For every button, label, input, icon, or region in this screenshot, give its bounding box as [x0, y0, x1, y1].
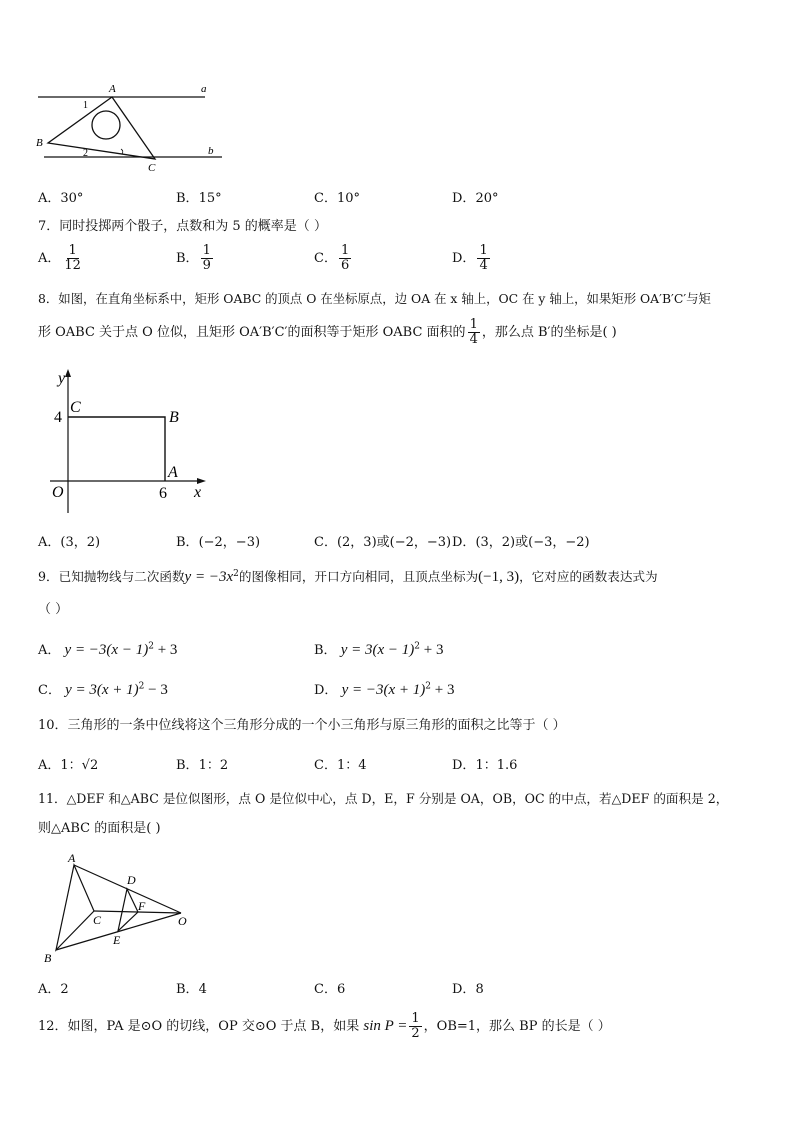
fig1-label-b: b [208, 145, 214, 157]
q9-option-b: B． $y = 3(x - 1)^2 + 3$ [314, 641, 444, 658]
q11-option-c: C．6 [314, 982, 346, 997]
q8-option-b: B．(−2，−3) [176, 535, 261, 550]
q8-fig-y: y [58, 370, 66, 387]
q11-fig-B: B [44, 951, 52, 965]
q11-fig-O: O [178, 914, 187, 928]
q8-fig-tick4: 4 [54, 409, 62, 426]
q7-option-d: D． $\frac{1}{4}$ [452, 243, 488, 273]
q9-paren: （ ） [38, 602, 69, 617]
q10-option-c: C．1：4 [314, 758, 367, 773]
q12-stem: 12．如图，PA 是⊙O 的切线，OP 交⊙O 于点 B，如果 sin P = $\frac{1}{2}$ ，OB=1，那么 BP 的长是（ ） [38, 1011, 611, 1041]
q9-option-c: C． $y = 3(x + 1)^2 - 3$ [38, 681, 168, 698]
q6-option-c: C．10° [314, 191, 360, 206]
q8-fig-O: O [52, 484, 64, 501]
q10-stem: 10．三角形的一条中位线将这个三角形分成的一个小三角形与原三角形的面积之比等于（ ） [38, 718, 566, 733]
q11-fig-D: D [127, 873, 136, 887]
q8-fig-tick6: 6 [159, 485, 167, 502]
q11-figure [36, 845, 206, 970]
q9-option-a: A． $y = -3(x - 1)^2 + 3$ [38, 641, 178, 658]
fig1-label-C: C [148, 162, 156, 174]
q9-stem: 9．已知抛物线与二次函数$y = -3x^2$的图像相同，开口方向相同，且顶点坐标为(−1, 3)，它对应的函数表达式为 [38, 569, 658, 586]
q8-fig-A: A [168, 464, 178, 481]
q10-option-b: B．1：2 [176, 758, 229, 773]
q11-stem-line2: 则△ABC 的面积是( ) [38, 821, 161, 836]
q11-option-d: D．8 [452, 982, 484, 997]
q11-fig-E: E [113, 933, 121, 947]
fig1-label-a: a [201, 83, 207, 95]
q10-option-d: D．1：1.6 [452, 758, 518, 773]
q6-option-a: A．30° [38, 191, 84, 206]
q7-option-a: A． $\frac{1}{12}$ [38, 243, 81, 273]
q8-stem-line2: 形 OABC 关于点 O 位似，且矩形 OA′B′C′的面积等于矩形 OABC 面积的 $\frac{1}{4}$ ，那么点 B′的坐标是( ) [38, 317, 617, 347]
q8-fig-C: C [70, 399, 81, 416]
q6-option-d: D．20° [452, 191, 499, 206]
q6-option-b: B．15° [176, 191, 222, 206]
q11-stem-line1: 11．△DEF 和△ABC 是位似图形，点 O 是位似中心，点 D，E，F 分别是 OA，OB，OC 的中点，若△DEF 的面积是 2， [38, 791, 729, 806]
q10-option-a: A．1：√2 [38, 758, 99, 773]
q7-stem: 7．同时投掷两个骰子，点数和为 5 的概率是（ ） [38, 219, 327, 234]
q11-fig-C: C [93, 913, 102, 927]
fig1-label-B: B [36, 137, 43, 149]
q11-fig-A: A [68, 851, 76, 865]
q7-option-b: B． $\frac{1}{9}$ [176, 243, 211, 273]
fig1-label-A: A [109, 83, 116, 95]
q8-option-d: D．(3，2)或(−3，−2) [452, 535, 590, 550]
q8-fig-B: B [169, 409, 179, 426]
q11-option-b: B．4 [176, 982, 207, 997]
fig1-label-2: 2 [83, 148, 88, 159]
q8-fig-x: x [194, 484, 202, 501]
q8-stem-line1: 8．如图，在直角坐标系中，矩形 OABC 的顶点 O 在坐标原点，边 OA 在 x 轴上，OC 在 y 轴上，如果矩形 OA′B′C′与矩 [38, 291, 711, 306]
q7-option-c: C． $\frac{1}{6}$ [314, 243, 350, 273]
q8-option-a: A．(3，2) [38, 535, 101, 550]
q9-option-d: D． $y = -3(x + 1)^2 + 3$ [314, 681, 455, 698]
q9-function: y = −3x [184, 569, 234, 586]
q8-figure [40, 365, 220, 520]
q11-option-a: A．2 [38, 982, 69, 997]
fig1-label-1: 1 [83, 100, 88, 111]
q8-option-c: C．(2，3)或(−2，−3) [314, 535, 452, 550]
q11-fig-F: F [138, 899, 146, 913]
q6-figure [30, 80, 230, 175]
